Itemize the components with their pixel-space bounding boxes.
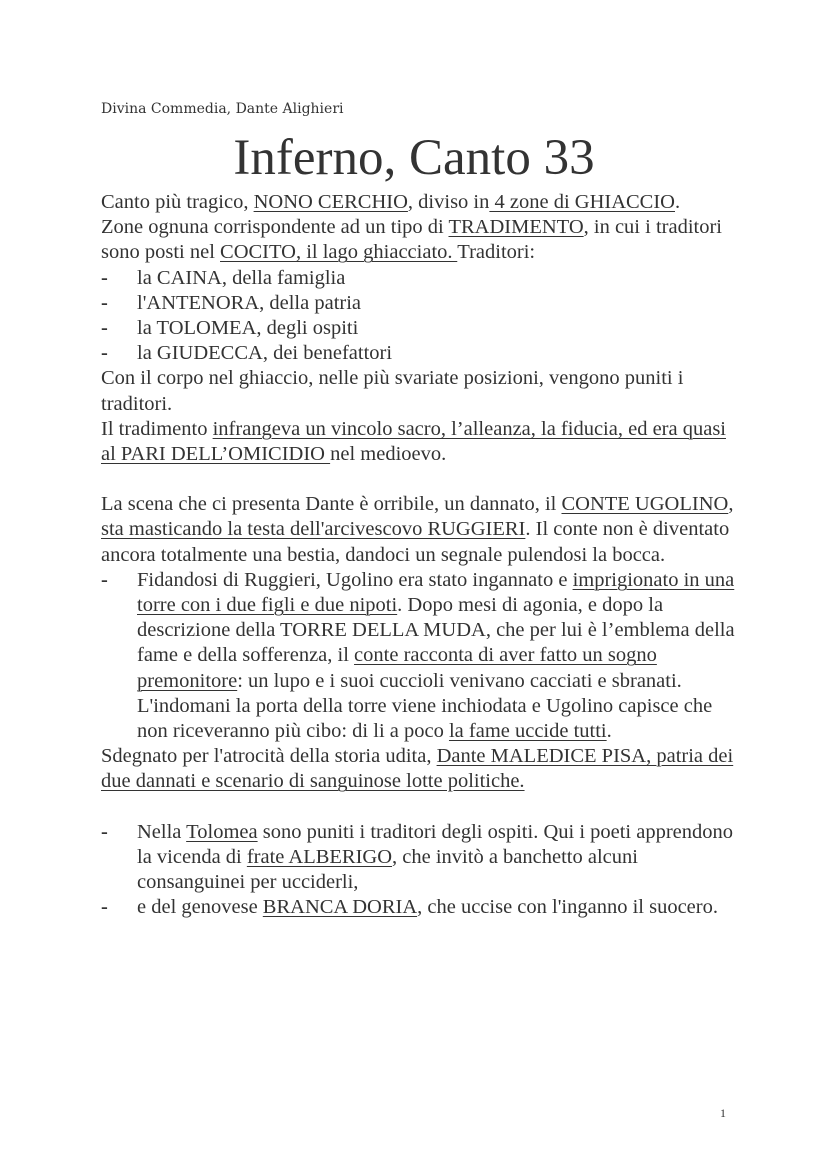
underlined-text: infrangeva un vincolo sacro, l’alleanza, la fiducia, ed era quasi al PARI DELL’OMICIDIO: [101, 417, 726, 466]
text-run: , diviso in: [407, 191, 490, 213]
underlined-text: sta masticando la testa dell'arcivescovo RUGGIERI: [101, 518, 526, 541]
text-run: .: [675, 191, 681, 213]
underlined-text: Tolomea: [186, 820, 258, 843]
bullet-dash: -: [101, 342, 108, 365]
paragraph-zones: [101, 215, 741, 265]
underlined-text: la fame uccide tutti: [448, 720, 607, 743]
text-run: Sdegnato per l'atrocità della storia udita,: [101, 745, 437, 768]
text-run: . Il conte non è diventato ancora totalmente una bestia, dandoci un segnale pulendosi la bocca.: [101, 518, 730, 566]
underlined-text: conte racconta di aver fatto un sogno premonitore: [137, 644, 657, 692]
text-run: ,: [728, 493, 734, 516]
text-run: nel medioevo.: [330, 443, 447, 466]
text-run: : un lupo e i suoi cuccioli venivano cacciati e sbranati. L'indomani la porta della torre viene inchiodata e Ugolino capisce che non riceveranno più cibo: di li a poco: [137, 669, 713, 743]
paragraph-punishment: Con il corpo nel ghiaccio, nelle più svariate posizioni, vengono puniti i traditori.: [101, 367, 684, 415]
text-run: , in cui i traditori sono posti nel: [101, 216, 722, 264]
bullet-dash: -: [101, 568, 108, 591]
text-run: , che uccise con l'inganno il suocero.: [417, 896, 718, 919]
list-item: [101, 341, 741, 366]
text-run: .: [606, 720, 612, 743]
text-run: Canto più tragico,: [101, 191, 254, 213]
page-title: Inferno, Canto 33: [233, 130, 595, 186]
underlined-text: CONTE UGOLINO: [561, 493, 729, 516]
underlined-text: NONO CERCHIO: [253, 191, 408, 213]
list-item-text: la CAINA, della famiglia: [137, 266, 346, 289]
underlined-text: TRADIMENTO: [448, 216, 584, 239]
list-item-text: la TOLOMEA, degli ospiti: [137, 317, 359, 340]
text-run: Fidandosi di Ruggieri, Ugolino era stato ingannato e: [137, 568, 573, 591]
paragraph-spacer: [101, 467, 741, 492]
bullet-dash: -: [101, 317, 108, 340]
paragraph-intro: [101, 190, 741, 215]
text-run: e del genovese: [137, 896, 263, 919]
paragraph-curse: [101, 744, 741, 794]
text-run: Il tradimento: [101, 417, 213, 440]
underlined-text: COCITO, il lago ghiacciato.: [220, 241, 458, 264]
text-run: sono puniti i traditori degli ospiti. Qui i poeti apprendono la vicenda di: [137, 820, 734, 868]
underlined-text: 4 zone di GHIACCIO: [489, 191, 675, 213]
list-item: [101, 316, 741, 341]
list-item: [101, 291, 741, 316]
text-run: , che invitò a banchetto alcuni consanguinei per ucciderli,: [137, 845, 638, 894]
bullet-dash: -: [101, 896, 108, 919]
list-item-tolomea: [101, 820, 741, 896]
underlined-text: BRANCA DORIA: [262, 896, 418, 919]
underlined-text: Dante MALEDICE PISA, patria dei due dannati e scenario di sanguinose lotte politiche.: [101, 745, 734, 793]
list-item: [101, 266, 741, 291]
bullet-dash: -: [101, 820, 108, 843]
bullet-dash: -: [101, 266, 108, 289]
bullet-dash: -: [101, 291, 108, 314]
text-run: Traditori:: [457, 241, 536, 264]
document-header: Divina Commedia, Dante Alighieri: [101, 101, 344, 117]
text-run: Zone ognuna corrispondente ad un tipo di: [101, 216, 449, 239]
underlined-text: imprigionato in una torre con i due figli e due nipoti: [137, 568, 735, 617]
paragraph-scene: [101, 492, 741, 568]
underlined-text: frate ALBERIGO: [246, 845, 393, 868]
paragraph-spacer: [101, 795, 741, 820]
page-number: 1: [720, 1106, 726, 1120]
list-item-text: la GIUDECCA, dei benefattori: [137, 342, 393, 365]
list-item-text: l'ANTENORA, della patria: [137, 291, 362, 314]
text-run: Nella: [137, 820, 187, 843]
document-body: [101, 190, 741, 920]
list-item-ugolino: [101, 568, 741, 744]
text-run: . Dopo mesi di agonia, e dopo la descrizione della TORRE DELLA MUDA, che per lui è l’emblema della fame e della sofferenza, il: [137, 594, 735, 667]
text-run: La scena che ci presenta Dante è orribile, un dannato, il: [101, 493, 562, 516]
list-item-branca: [101, 895, 741, 920]
paragraph-betrayal: [101, 417, 741, 467]
